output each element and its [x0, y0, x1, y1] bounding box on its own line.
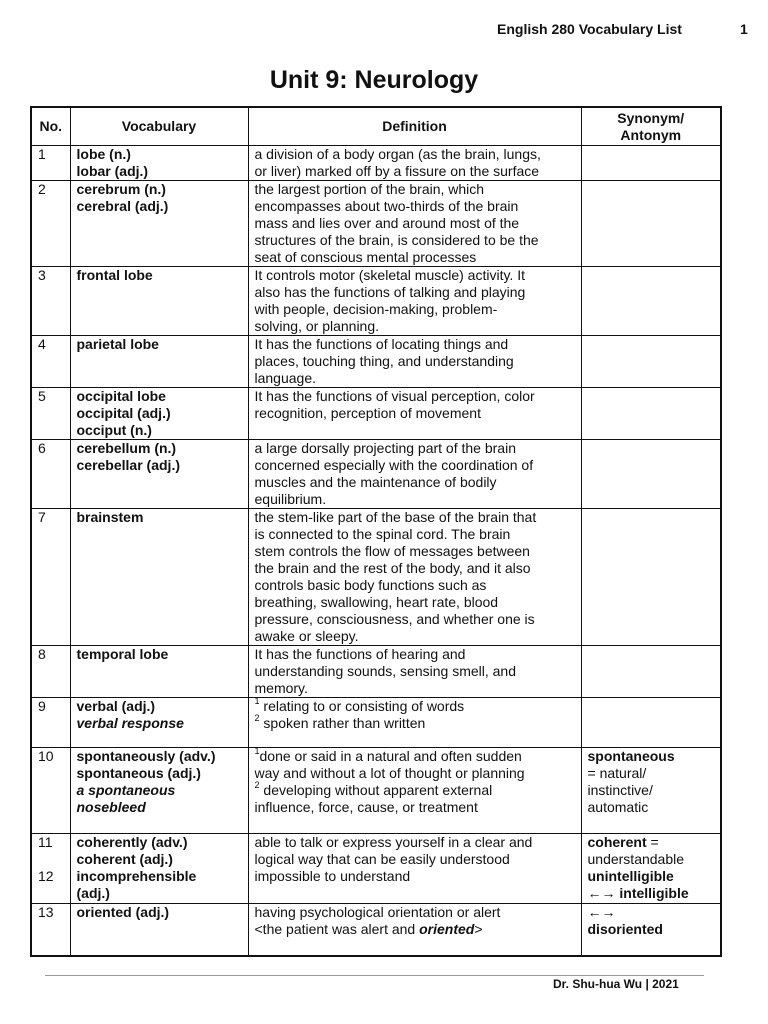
synonym-cell: [581, 336, 721, 388]
table-row: [31, 181, 721, 267]
definition-cell: $^1$done or said in a natural and often sudden way and without a lot of thought or planning $^2$ developing without apparent external influence, force, cause, or treatment: [248, 748, 581, 834]
row-number: 6: [31, 440, 70, 509]
row-number: 7: [31, 509, 70, 646]
vocabulary-cell: oriented (adj.): [70, 904, 248, 956]
vocabulary-cell: cerebrum (n.) cerebral (adj.): [70, 181, 248, 267]
table-row: [31, 748, 721, 834]
footer-divider: [45, 975, 704, 976]
synonym-cell: [581, 698, 721, 748]
column-header-synonym: Synonym/ Antonym: [581, 107, 721, 146]
table-row: [31, 698, 721, 748]
vocabulary-cell: frontal lobe: [70, 267, 248, 336]
definition-cell: the largest portion of the brain, which encompasses about two-thirds of the brain mass and lies over and around most of the structures of the brain, is considered to be the seat of conscious mental processes: [248, 181, 581, 267]
vocabulary-cell: spontaneously (adv.) spontaneous (adj.) a spontaneous nosebleed: [70, 748, 248, 834]
row-number: 10: [31, 748, 70, 834]
table-row: [31, 509, 721, 646]
table-row: [31, 267, 721, 336]
row-number: 3: [31, 267, 70, 336]
vocabulary-cell: lobe (n.) lobar (adj.): [70, 146, 248, 181]
vocabulary-cell: cerebellum (n.) cerebellar (adj.): [70, 440, 248, 509]
table-row: [31, 388, 721, 440]
page-number: 1: [740, 21, 748, 37]
vocabulary-cell: occipital lobe occipital (adj.) occiput (n.): [70, 388, 248, 440]
synonym-cell: [581, 646, 721, 698]
synonym-cell: [581, 146, 721, 181]
table-row: [31, 336, 721, 388]
table-header-row: [31, 107, 721, 146]
row-number: 8: [31, 646, 70, 698]
table-row: [31, 904, 721, 956]
vocabulary-cell: brainstem: [70, 509, 248, 646]
definition-cell: a division of a body organ (as the brain, lungs, or liver) marked off by a fissure on the surface: [248, 146, 581, 181]
definition-cell: having psychological orientation or alert <the patient was alert and oriented>: [248, 904, 581, 956]
row-number: 13: [31, 904, 70, 956]
synonym-cell: [581, 440, 721, 509]
definition-cell: the stem-like part of the base of the brain that is connected to the spinal cord. The brain stem controls the flow of messages between the brain and the rest of the body, and it also controls basic body functions such as breathing, swallowing, heart rate, blood pressure, consciousness, and whether one is awake or sleepy.: [248, 509, 581, 646]
row-number: 1: [31, 146, 70, 181]
vocabulary-cell: coherently (adv.) coherent (adj.) incomprehensible (adj.): [70, 834, 248, 904]
synonym-cell: ←→ disoriented: [581, 904, 721, 956]
page-title: Unit 9: Neurology: [269, 66, 479, 94]
synonym-cell: spontaneous = natural/ instinctive/ automatic: [581, 748, 721, 834]
vocabulary-cell: temporal lobe: [70, 646, 248, 698]
table-row: [31, 834, 721, 904]
vocabulary-cell: parietal lobe: [70, 336, 248, 388]
vocabulary-table: [30, 106, 722, 957]
footer-author: Dr. Shu-hua Wu | 2021: [553, 977, 679, 991]
column-header-definition: Definition: [248, 107, 581, 146]
definition-cell: $^1$ relating to or consisting of words $^2$ spoken rather than written: [248, 698, 581, 748]
definition-cell: able to talk or express yourself in a clear and logical way that can be easily understood impossible to understand: [248, 834, 581, 904]
row-number: 9: [31, 698, 70, 748]
bidirectional-arrow-icon: ←→: [587, 904, 616, 920]
synonym-cell: coherent = understandable unintelligible ←→ intelligible: [581, 834, 721, 904]
row-number: 4: [31, 336, 70, 388]
definition-cell: It has the functions of hearing and understanding sounds, sensing smell, and memory.: [248, 646, 581, 698]
row-number: 5: [31, 388, 70, 440]
header-course-title: English 280 Vocabulary List: [497, 21, 682, 37]
synonym-cell: [581, 509, 721, 646]
column-header-vocabulary: Vocabulary: [70, 107, 248, 146]
table-row: [31, 646, 721, 698]
column-header-no: No.: [31, 107, 70, 146]
definition-cell: a large dorsally projecting part of the brain concerned especially with the coordination of muscles and the maintenance of bodily equilibrium.: [248, 440, 581, 509]
table-row: [31, 146, 721, 181]
table-row: [31, 440, 721, 509]
synonym-cell: [581, 267, 721, 336]
synonym-cell: [581, 181, 721, 267]
synonym-cell: [581, 388, 721, 440]
vocabulary-cell: verbal (adj.) verbal response: [70, 698, 248, 748]
row-number: 2: [31, 181, 70, 267]
definition-cell: It controls motor (skeletal muscle) activity. It also has the functions of talking and playing with people, decision-making, problem- solving, or planning.: [248, 267, 581, 336]
definition-cell: It has the functions of locating things and places, touching thing, and understanding language.: [248, 336, 581, 388]
definition-cell: It has the functions of visual perception, color recognition, perception of movement: [248, 388, 581, 440]
bidirectional-arrow-icon: ←→: [587, 885, 616, 901]
row-number: 11 12: [31, 834, 70, 904]
